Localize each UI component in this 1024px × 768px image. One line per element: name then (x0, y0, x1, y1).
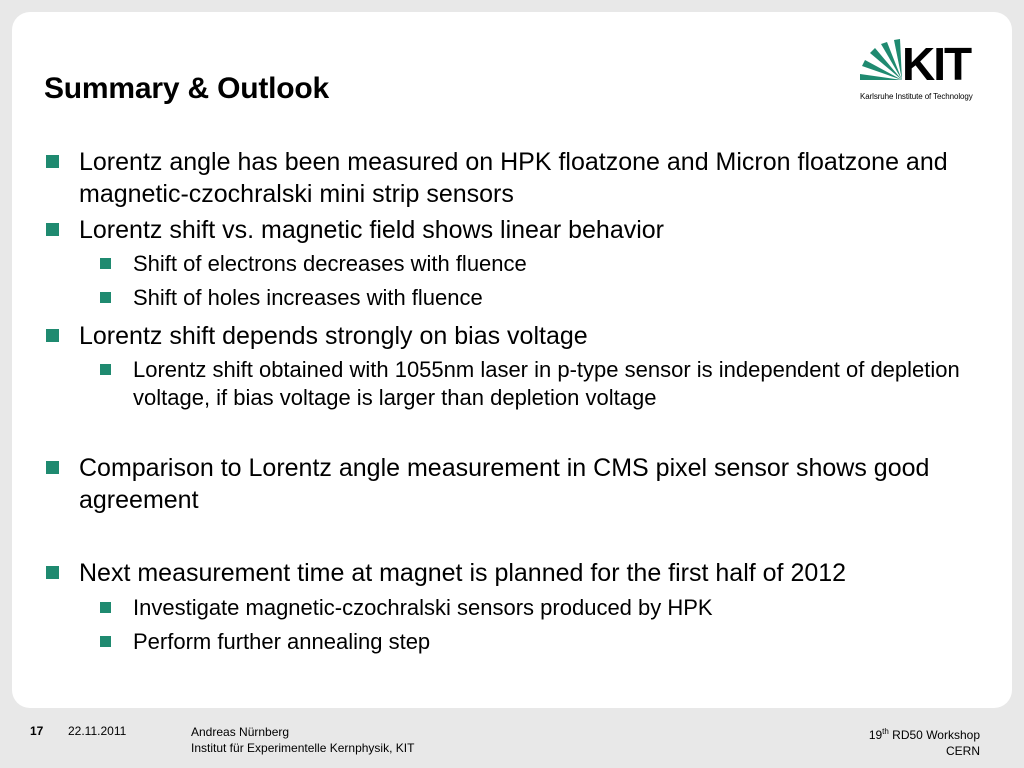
bullet-item (46, 146, 984, 210)
footer (0, 708, 1024, 768)
bullet-square-icon (46, 223, 59, 236)
bullet-text: Lorentz shift obtained with 1055nm laser in p-type sensor is independent of depletion voltage, if bias voltage is larger than depletion voltage (133, 357, 960, 410)
bullet-list (12, 12, 1012, 708)
sub-bullet-item (100, 594, 973, 622)
bullet-square-icon (100, 364, 111, 375)
bullet-text: Comparison to Lorentz angle measurement in CMS pixel sensor shows good agreement (79, 454, 930, 514)
sub-bullet-item (100, 250, 973, 278)
bullet-text: Investigate magnetic-czochralski sensors produced by HPK (133, 595, 713, 620)
bullet-item (46, 214, 984, 246)
bullet-square-icon (100, 258, 111, 269)
event-name: RD50 Workshop (888, 728, 980, 742)
slide (12, 12, 1012, 708)
bullet-text: Next measurement time at magnet is planned for the first half of 2012 (79, 559, 847, 587)
bullet-text: Perform further annealing step (133, 629, 431, 654)
sub-bullet-item (100, 628, 973, 656)
bullet-square-icon (46, 155, 59, 168)
page-number: 17 (30, 724, 44, 738)
bullet-square-icon (100, 602, 111, 613)
bullet-text: Lorentz angle has been measured on HPK floatzone and Micron floatzone and magnetic-czochralski mini strip sensors (79, 148, 948, 208)
bullet-item (46, 452, 984, 516)
bullet-text: Lorentz shift depends strongly on bias voltage (79, 322, 588, 350)
sub-bullet-item (100, 284, 973, 312)
bullet-square-icon (100, 292, 111, 303)
bullet-square-icon (46, 329, 59, 342)
bullet-text: Lorentz shift vs. magnetic field shows linear behavior (79, 216, 665, 244)
kit-logo-wordmark: KIT (902, 38, 971, 90)
event-ordinal-suffix: th (882, 727, 889, 736)
bullet-text: Shift of holes increases with fluence (133, 285, 483, 310)
event-title (869, 724, 980, 743)
bullet-item (46, 320, 984, 352)
footer-date: 22.11.2011 (68, 724, 127, 738)
bullet-square-icon (46, 461, 59, 474)
author-institute: Institut für Experimentelle Kernphysik, KIT (191, 741, 415, 755)
footer-author (191, 724, 414, 756)
author-name: Andreas Nürnberg (191, 725, 290, 739)
event-location: CERN (945, 744, 980, 758)
slide-title: Summary & Outlook (44, 72, 329, 105)
bullet-item (46, 557, 984, 589)
bullet-square-icon (100, 636, 111, 647)
sub-bullet-item (100, 356, 973, 412)
footer-venue (869, 724, 980, 759)
bullet-text: Shift of electrons decreases with fluence (133, 251, 527, 276)
kit-logo-tagline: Karlsruhe Institute of Technology (860, 92, 973, 101)
event-ordinal: 19 (868, 728, 883, 742)
bullet-square-icon (46, 566, 59, 579)
